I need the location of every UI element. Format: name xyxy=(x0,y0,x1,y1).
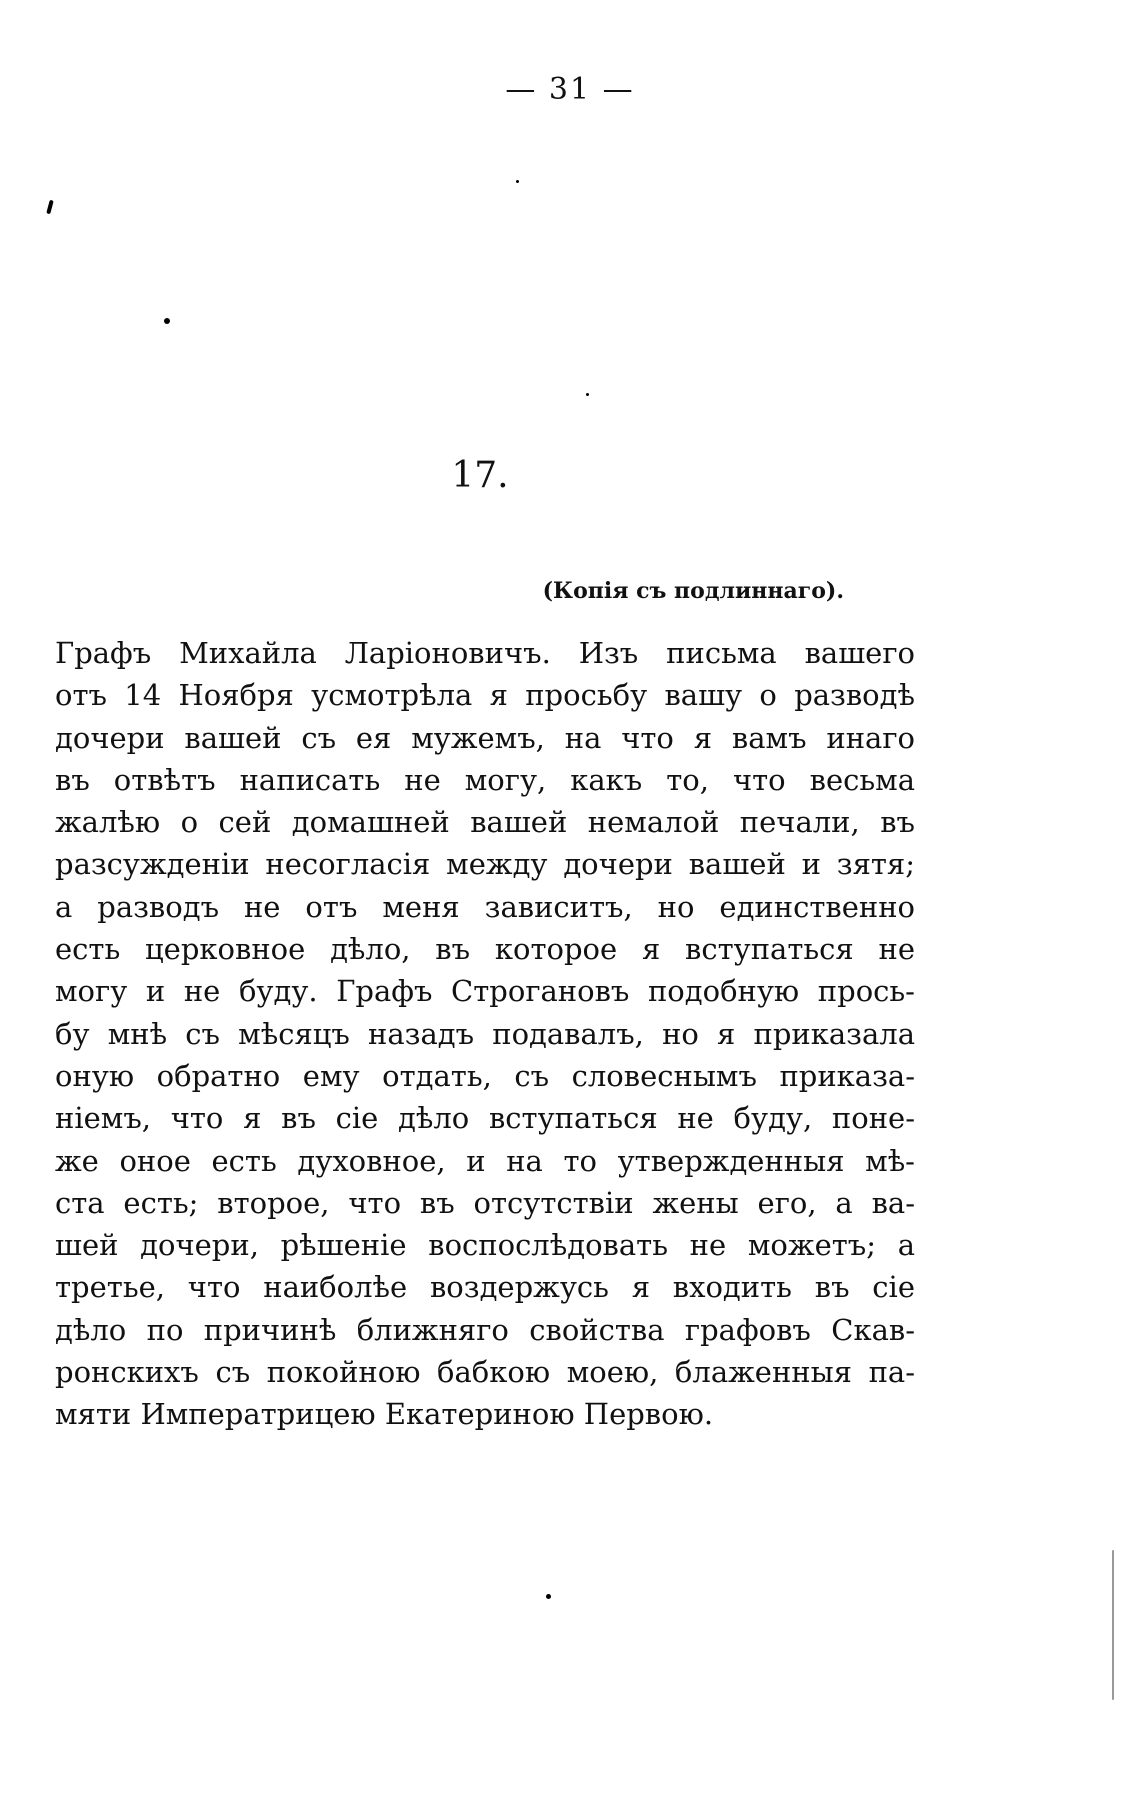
text-line: Графъ Михайла Ларіоновичъ. Изъ письма вашего xyxy=(55,636,915,670)
scan-speck xyxy=(46,200,53,215)
text-line: въ отвѣтъ написать не могу, какъ то, что весьма xyxy=(55,762,915,797)
text-line: бу мнѣ съ мѣсяцъ назадъ подавалъ, но я приказала xyxy=(55,1016,915,1051)
scan-speck xyxy=(516,180,519,183)
text-line: шей дочери, рѣшеніе воспослѣдовать не можетъ; а xyxy=(55,1228,915,1263)
scan-speck xyxy=(546,1594,551,1599)
text-line: третье, что наиболѣе воздержусь я входить въ сіе xyxy=(55,1270,915,1305)
document-number: 17. xyxy=(451,455,509,496)
letter-body xyxy=(55,632,915,1436)
text-line: ста есть; второе, что въ отсутствіи жены его, а ва- xyxy=(55,1185,915,1220)
page-number: — 31 — xyxy=(505,72,635,107)
scan-speck xyxy=(1112,1550,1114,1700)
text-line: отъ 14 Ноября усмотрѣла я просьбу вашу о разводѣ xyxy=(55,678,915,713)
scan-speck xyxy=(586,393,589,396)
text-line: мяти Императрицею Екатериною Первою. xyxy=(55,1397,714,1432)
text-line: жалѣю о сей домашней вашей немалой печали, въ xyxy=(55,805,915,840)
text-line: могу и не буду. Графъ Строгановъ подобную прось- xyxy=(55,974,915,1009)
text-line: оную обратно ему отдать, съ словеснымъ приказа- xyxy=(55,1058,915,1093)
text-line: ронскихъ съ покойною бабкою моею, блаженныя па- xyxy=(55,1355,915,1390)
text-line: есть церковное дѣло, въ которое я вступаться не xyxy=(55,932,915,967)
text-line: ніемъ, что я въ сіе дѣло вступаться не буду, поне- xyxy=(55,1101,915,1136)
scan-speck xyxy=(164,318,170,324)
text-line: же оное есть духовное, и на то утвержденныя мѣ- xyxy=(55,1143,915,1178)
text-line: дочери вашей съ ея мужемъ, на что я вамъ инаго xyxy=(55,720,915,755)
text-line: а разводъ не отъ меня зависитъ, но единственно xyxy=(55,889,915,924)
source-note: (Копія съ подлиннаго). xyxy=(542,578,844,604)
text-line: дѣло по причинѣ ближняго свойства графовъ Скав- xyxy=(55,1312,915,1347)
text-line: разсужденіи несогласія между дочери вашей и зятя; xyxy=(55,847,915,882)
